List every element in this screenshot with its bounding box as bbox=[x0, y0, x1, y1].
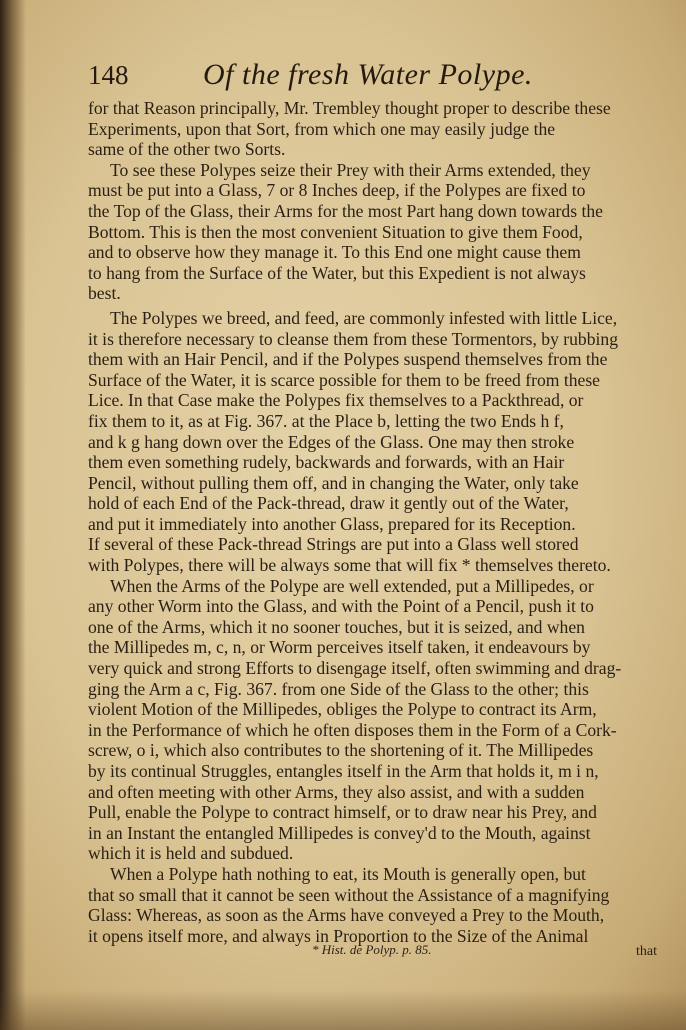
text-line: the Millipedes m, c, n, or Worm perceives itself taken, it endeavours by bbox=[88, 637, 591, 658]
text-line: them even something rudely, backwards and forwards, with an Hair bbox=[88, 452, 565, 473]
page-number: 148 bbox=[88, 60, 129, 90]
text-line: When the Arms of the Polype are well extended, put a Millipedes, or bbox=[110, 575, 594, 596]
text-line: Lice. In that Case make the Polypes fix themselves to a Packthread, or bbox=[88, 390, 584, 411]
text-line: must be put into a Glass, 7 or 8 Inches deep, if the Polypes are fixed to bbox=[88, 180, 586, 201]
text-line: in the Performance of which he often disposes them in the Form of a Cork- bbox=[88, 719, 617, 740]
text-line: Glass: Whereas, as soon as the Arms have conveyed a Prey to the Mouth, bbox=[88, 905, 605, 926]
text-line: ging the Arm a c, Fig. 367. from one Side of the Glass to the other; this bbox=[88, 678, 589, 699]
text-line: The Polypes we breed, and feed, are commonly infested with little Lice, bbox=[110, 307, 618, 328]
text-line: violent Motion of the Millipedes, obliges the Polype to contract its Arm, bbox=[88, 699, 597, 720]
text-line: them with an Hair Pencil, and if the Polypes suspend themselves from the bbox=[88, 349, 608, 370]
text-line: and often meeting with other Arms, they also assist, and with a sudden bbox=[88, 781, 585, 802]
footnote: * Hist. de Polyp. p. 85. bbox=[312, 942, 432, 957]
text-line: with Polypes, there will be always some that will fix * themselves thereto. bbox=[88, 555, 611, 576]
text-line: Surface of the Water, it is scarce possible for them to be freed from these bbox=[88, 369, 600, 390]
text-line: and put it immediately into another Glass, prepared for its Reception. bbox=[88, 513, 576, 534]
text-line: in an Instant the entangled Millipedes is convey'd to the Mouth, against bbox=[88, 822, 591, 843]
text-line: If several of these Pack-thread Strings are put into a Glass well stored bbox=[88, 534, 579, 555]
text-line: best. bbox=[88, 283, 121, 304]
text-line: it opens itself more, and always in Proportion to the Size of the Animal bbox=[88, 925, 589, 946]
text-line: and k g hang down over the Edges of the Glass. One may then stroke bbox=[88, 431, 575, 452]
text-line: Pencil, without pulling them off, and in changing the Water, only take bbox=[88, 472, 579, 493]
text-line: one of the Arms, which it no sooner touches, but it is seized, and when bbox=[88, 616, 585, 637]
binding-shadow bbox=[0, 0, 26, 1030]
running-head: Of the fresh Water Polype. bbox=[203, 58, 533, 91]
text-line: to hang from the Surface of the Water, but this Expedient is not always bbox=[88, 262, 586, 283]
text-line: hold of each End of the Pack-thread, draw it gently out of the Water, bbox=[88, 493, 569, 514]
text-line: by its continual Struggles, entangles itself in the Arm that holds it, m i n, bbox=[88, 761, 599, 781]
text-line: Bottom. This is then the most convenient Situation to give them Food, bbox=[88, 221, 583, 242]
text-line: it is therefore necessary to cleanse them from these Tormentors, by rubbing bbox=[88, 328, 619, 349]
text-line: To see these Polypes seize their Prey with their Arms extended, they bbox=[110, 159, 591, 180]
text-line: Pull, enable the Polype to contract himself, or to draw near his Prey, and bbox=[88, 802, 597, 823]
text-line: which it is held and subdued. bbox=[88, 843, 294, 864]
text-line: any other Worm into the Glass, and with the Point of a Pencil, push it to bbox=[88, 596, 594, 617]
text-line: screw, o i, which also contributes to the shortening of it. The Millipedes bbox=[88, 740, 594, 761]
body-text bbox=[88, 98, 660, 946]
text-line: very quick and strong Efforts to disengage itself, often swimming and drag- bbox=[88, 658, 622, 679]
text-line: fix them to it, as at Fig. 367. at the Place b, letting the two Ends h f, bbox=[88, 410, 564, 431]
text-line: same of the other two Sorts. bbox=[88, 139, 286, 160]
page-shading bbox=[0, 990, 686, 1030]
text-line: When a Polype hath nothing to eat, its Mouth is generally open, but bbox=[110, 863, 586, 884]
text-line: that so small that it cannot be seen without the Assistance of a magnifying bbox=[88, 884, 610, 905]
text-line: for that Reason principally, Mr. Trembley thought proper to describe these bbox=[88, 98, 611, 118]
catchword: that bbox=[636, 944, 657, 959]
text-line: Experiments, upon that Sort, from which one may easily judge the bbox=[88, 118, 556, 139]
text-line: and to observe how they manage it. To this End one might cause them bbox=[88, 242, 581, 263]
text-line: the Top of the Glass, their Arms for the most Part hang down towards the bbox=[88, 200, 603, 221]
page-header bbox=[88, 58, 648, 98]
